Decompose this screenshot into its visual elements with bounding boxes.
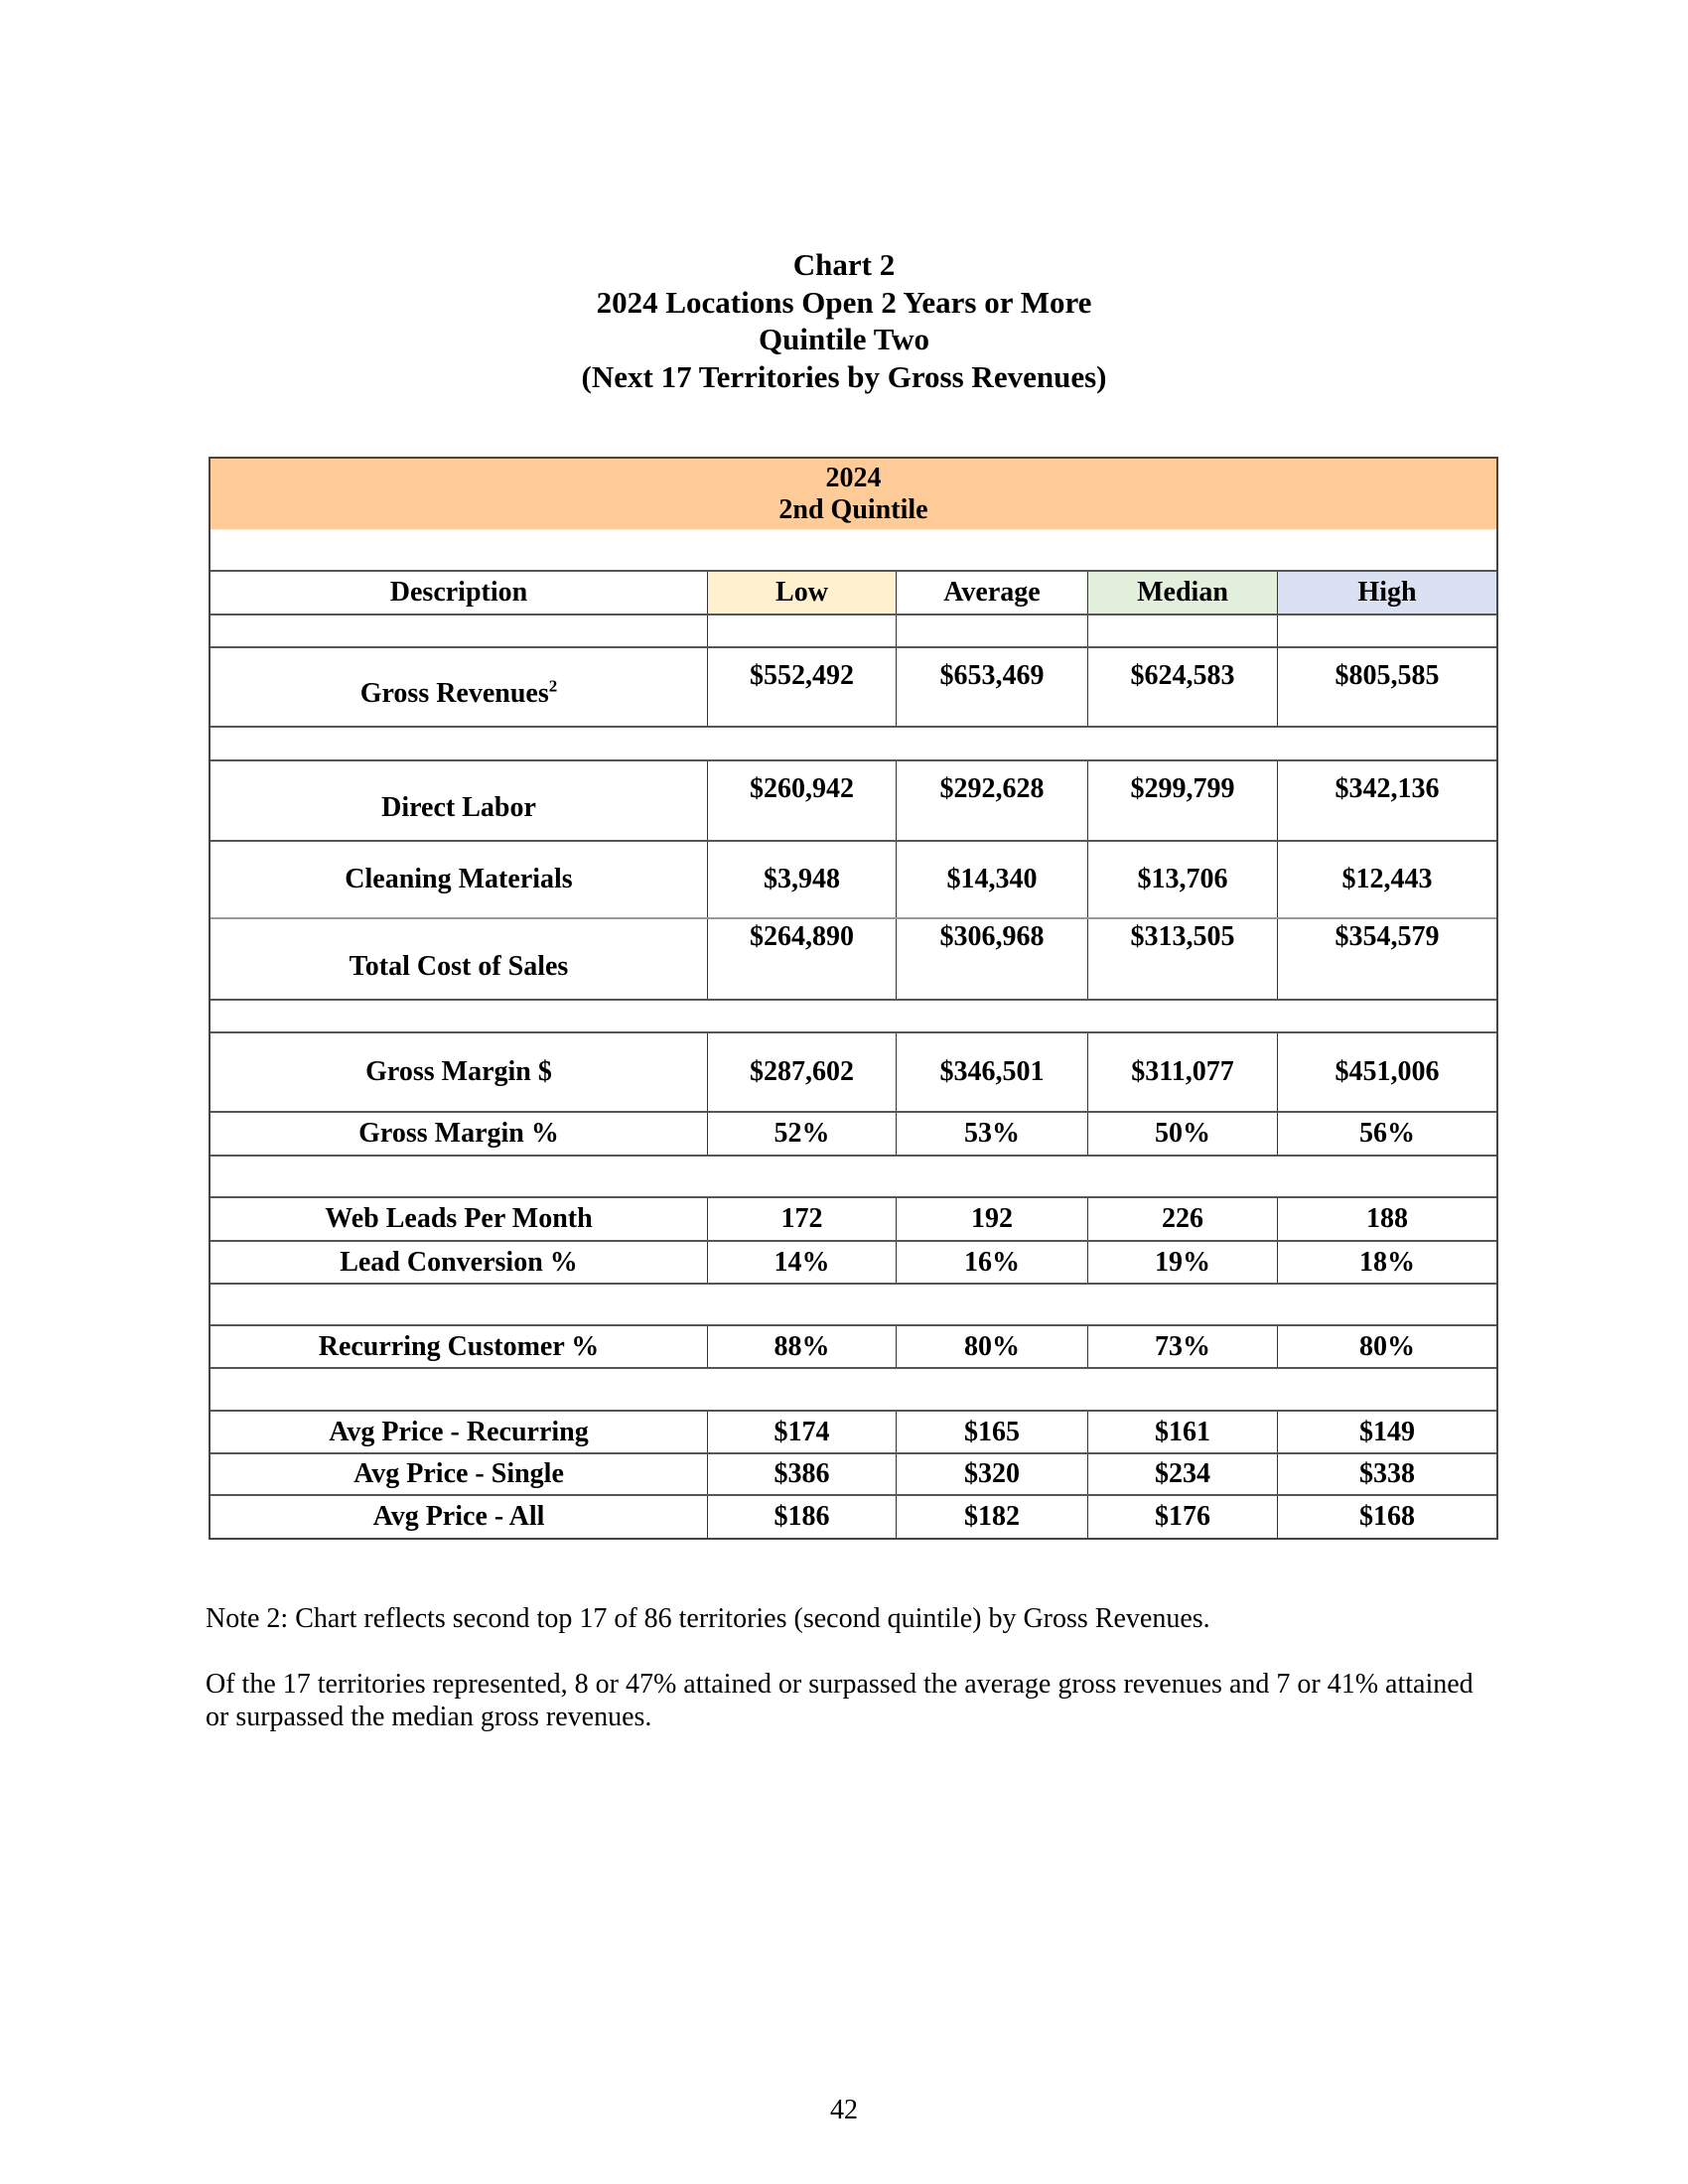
value-median: 50% (1088, 1113, 1278, 1155)
value-high: $342,136 (1335, 773, 1440, 804)
value-low: 172 (708, 1198, 897, 1240)
row-label: Direct Labor (211, 761, 708, 840)
value-average: $165 (897, 1412, 1088, 1452)
column-header-row (211, 572, 1496, 615)
band-year: 2024 (825, 462, 882, 493)
value-high: $338 (1359, 1458, 1415, 1489)
row-label: Avg Price - All (211, 1496, 708, 1538)
value-high: $805,585 (1335, 660, 1440, 691)
value-high: $168 (1359, 1501, 1415, 1532)
summary-note: Of the 17 territories represented, 8 or 47% attained or surpassed the average gross revenues and 7 or 41% attained or surpassed the median gross revenues. (206, 1669, 1474, 1732)
spacer-row (211, 1369, 1496, 1412)
value-low: 14% (708, 1242, 897, 1283)
header-description: Description (211, 572, 708, 614)
value-median: 73% (1088, 1326, 1278, 1367)
title-line-1: Chart 2 (792, 247, 896, 282)
value-low: 52% (708, 1113, 897, 1155)
value-low: 88% (708, 1326, 897, 1367)
value-low: $552,492 (708, 648, 897, 726)
value-low: $386 (708, 1454, 897, 1494)
table-row-cleaning-materials (211, 842, 1496, 919)
row-label: Cleaning Materials (211, 842, 708, 917)
table-row-avg-price-recurring (211, 1412, 1496, 1454)
value-median: $234 (1088, 1454, 1278, 1494)
title-line-2: 2024 Locations Open 2 Years or More (596, 284, 1092, 320)
value-high: $354,579 (1335, 921, 1440, 952)
header-high: High (1278, 572, 1496, 614)
header-low: Low (708, 572, 897, 614)
value-average: 16% (897, 1242, 1088, 1283)
value-high: 188 (1366, 1203, 1408, 1234)
value-median: $313,505 (1088, 919, 1278, 999)
value-high: $451,006 (1335, 1056, 1440, 1087)
value-average: $14,340 (897, 842, 1088, 917)
value-low: $287,602 (708, 1033, 897, 1111)
row-label: Gross Margin % (211, 1113, 708, 1155)
table-row-recurring-customer (211, 1326, 1496, 1369)
table-row-avg-price-single (211, 1454, 1496, 1496)
value-median: $624,583 (1088, 648, 1278, 726)
value-low: $186 (708, 1496, 897, 1538)
title-line-4: (Next 17 Territories by Gross Revenues) (581, 358, 1107, 394)
value-median: $311,077 (1088, 1033, 1278, 1111)
value-high: 56% (1359, 1118, 1415, 1149)
value-high: 18% (1359, 1246, 1415, 1278)
table-band-header (211, 459, 1496, 529)
value-average: $292,628 (897, 761, 1088, 840)
spacer-row (211, 1285, 1496, 1326)
row-label: Avg Price - Single (211, 1454, 708, 1494)
spacer-row (211, 529, 1496, 572)
footnote-2: Note 2: Chart reflects second top 17 of 86 territories (second quintile) by Gross Revenues. (206, 1603, 1210, 1634)
value-average: 53% (897, 1113, 1088, 1155)
table-row-web-leads (211, 1198, 1496, 1242)
value-average: 80% (897, 1326, 1088, 1367)
value-median: 226 (1088, 1198, 1278, 1240)
value-average: $320 (897, 1454, 1088, 1494)
header-median: Median (1088, 572, 1278, 614)
value-low: $260,942 (708, 761, 897, 840)
band-quintile: 2nd Quintile (778, 493, 928, 525)
row-label: Web Leads Per Month (211, 1198, 708, 1240)
page-number: 42 (830, 2095, 858, 2125)
value-average: $653,469 (897, 648, 1088, 726)
value-median: $176 (1088, 1496, 1278, 1538)
chart-title (0, 246, 1688, 395)
row-label: Lead Conversion % (211, 1242, 708, 1283)
footnote-marker: 2 (548, 676, 558, 696)
value-median: $13,706 (1088, 842, 1278, 917)
quintile-table (209, 457, 1498, 1540)
value-high: 80% (1359, 1330, 1415, 1362)
value-high: $12,443 (1341, 864, 1433, 894)
value-median: $299,799 (1088, 761, 1278, 840)
value-low: $264,890 (708, 919, 897, 999)
table-row-avg-price-all (211, 1496, 1496, 1538)
value-low: $174 (708, 1412, 897, 1452)
spacer-row (211, 728, 1496, 761)
row-label: Total Cost of Sales (211, 919, 708, 999)
table-row-gross-margin-dollars (211, 1033, 1496, 1113)
row-label: Avg Price - Recurring (211, 1412, 708, 1452)
value-average: 192 (897, 1198, 1088, 1240)
table-row-gross-margin-pct (211, 1113, 1496, 1157)
value-median: 19% (1088, 1242, 1278, 1283)
value-average: $306,968 (897, 919, 1088, 999)
value-median: $161 (1088, 1412, 1278, 1452)
value-average: $182 (897, 1496, 1088, 1538)
table-row-direct-labor (211, 761, 1496, 842)
value-average: $346,501 (897, 1033, 1088, 1111)
row-label: Gross Revenues$^2$ (211, 648, 708, 726)
spacer-row (211, 1157, 1496, 1198)
spacer-row (211, 615, 1496, 648)
table-row-total-cost-of-sales (211, 919, 1496, 1001)
table-row-lead-conversion (211, 1242, 1496, 1285)
table-row-gross-revenues (211, 648, 1496, 728)
row-label: Recurring Customer % (211, 1326, 708, 1367)
spacer-row (211, 1001, 1496, 1033)
title-line-3: Quintile Two (759, 322, 929, 356)
row-label: Gross Margin $ (211, 1033, 708, 1111)
value-low: $3,948 (708, 842, 897, 917)
header-average: Average (897, 572, 1088, 614)
value-high: $149 (1359, 1416, 1415, 1447)
